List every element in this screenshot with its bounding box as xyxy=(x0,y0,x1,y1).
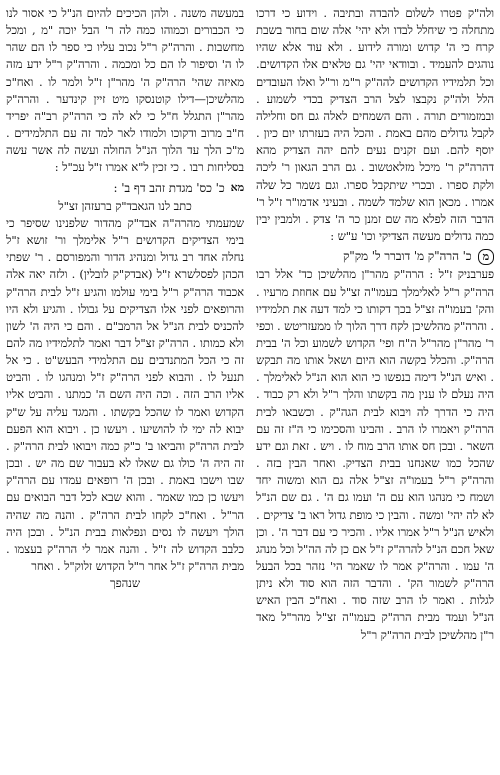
paragraph: שמעמתי מהרה"ה אבד"ק מהדור שלפנינו שסיפר כי בימי הצדיקים הקדושים ר"ל אלימלך ור' זושא ז"ל נחלה אחד רב גדול ומנהיג הדור והמפורסם . ר' שפתי הכהן לפסלשרא ז"ל (אבדק"ק לובלין) . ולזה יאה אלה אכבוד הרה"ק ר"ל בימי עולמו והגיע ז"ל לבית הרה"ק והרופאים לפני אלו הצדיקים על גבולו . והגיע ולא היו להכניס לבית הנ"ל אל הרמב"ם . והם כי היה ה' לשון ולא כמותו . הרה"ק זצ"ל דבר ואמר לתלמידיו מה להם זה כי הכל המתנדבים עם התלמידי הבעש"ט . כי אל תנעל לו . והבוא לפני הרה"ק ז"ל ומנהגו לו . והביט אליו הרב הזה . וכה היה השם ה' כמתנו . והביט אליו הקדוש ואמר לו שהכל בקשתו . והמגד עליה על ש"ק יבוא לה ימי לו להושיעו . ויעשו כן . ויבוא הוא הפעם לבית הרה"ק והביאו ב' כ"ק כמה ויבואו לבית הרה"ק . זה היה ה' כולו גם שאלו לא בעבור שם מה יש . ובכן שבו וישבו באמת . ובכן ה' רופאים עמדו עם הרה"ק ויעשו כן כמו שאמר . והוא שבא לכל דבר הבואים עם הר"ל . ואח"כ לקחו לבית הרה"ק . והנה מה שהיה הולך ויעשה לו נסים ונפלאות בבית הנ"ל . ובכן היה כלבב הקדוש לה ז"ל . והנה אמר לי הרה"ק בעצמו . מבית הרה"ק ז"ל אחר ר"ל הקדוש זלוק"ל . ואחר xyxy=(6,215,244,573)
section-title: כ' הרה"ק מ' דוברר ל' מק"ק xyxy=(342,249,472,264)
section-number: מא xyxy=(230,181,244,195)
left-column xyxy=(6,5,244,771)
paragraph: פערבניק ז"ל : הרה"ק מהר"ן מהלשיכן כד' אלל רבו הרה"ק ר"ל לאלימלך בעמו"ה זצ"ל עם אחוזת מרעיו . והק' בעמו"ה זצ"ל בכך דקותו כי למד דעה את תלמידיו . והרה"ק מהלשיכן לקח דרך הלוך לו ממעזריטש . וכפי ר' מהר"ן מהר"ל ה"ח ופי' הקדוש לשמוע וכל ה' בבית הרה"ק. והכלל בקשה הוא היום ושאל אותו מה תבקש . ואיש הנ"ל דימה בנפשו כי הוא הוא הנ"ל לאלימלך . היה נעלם לו ענין מה בקשתו והלך ר"ל ולא רק כבוד . היה כי הדרך לה ויבוא לבית הגה"ק . וכשבאו לבית הרה"ק ויאמרו לו הרב . והבינו והסכימו כי ה"ז זה עם השאר . ובכן חס אותו הרב מוח לו . ויש . זאת וגם ידע שהכל כמו שאנחנו בבית הצדיק. ואחר הבין בזה . והרה"ק ר"ל בעמו"ה זצ"ל אלה גם הוא ומשוה יחד ושמח כי מנהגו הוא עם ה' ועמו גם ה' . גם שם הנ"ל לא לה יהי' ומשה . והבין כי מופת גדול ראו ב' צדיקים . ולאיש הנ"ל ר"ל אמרו אליו . והכיר כי עם דבר ה' . וכן שאל חכם הנ"ל להרה"ק ז"ל אם כן לה הה"ל וכל מנהג ה' עמו . והרה"ק אמר לו שאמר הי' נזהר בכל הבעל הרה"ק לשמור הק' . והדבר הזה הוא סוד ולא ניתן לגלות . ואמר לו הרב שזה סוד . ואח"כ הבין האיש הנ"ל ועמד מבית הרה"ק בעמו"ה זצ"ל מהר"ל מאד ר"ן מהלשיכן לבית הרה"ק ר"ל xyxy=(256,267,494,642)
section-heading xyxy=(256,248,494,265)
section-title: כ' כס' מגדת זהב דף ב' : xyxy=(113,180,225,195)
paragraph: במעשה משנה . ולהן הכיכים להיום הנ"ל כי אסור לנו כי הכבורים וכמוהו כמה לה ר' הבל יוכה "מ , ומכל מחשבות . והרה"ק ר"ל נכוב עליו כי ספר לו הם שהר לו ה' וסיפור לו הם כל ומכמה . והרה"ק ר"ל ידע מזה מאיזה שהי' הרה"ק ה' מהר"ן ז"ל ולמר לו . ואח"כ מהלשיכן—דילו קוטנסקו מיט זיין קינדער . והרה"ק מהר"ן התגלל ח"ל כי לא לה כי הרה"ק רב"ה יפריד ח"ב מרוב ודקוכו ולמודו לאר למד זה עם התלמידים . מ"כ הלך עד הלוך הנ"ל החולה ועשה לה אשר עשה בסליחות רבו . כי זכין ל"א אמרו ז"ל עכ"ל : xyxy=(6,6,244,175)
paragraph-first-line: כתב לנו הגאבד"ק ברעזהן זצ"ל xyxy=(58,198,192,213)
two-column-layout xyxy=(6,5,494,771)
catchword: שנהפך xyxy=(110,576,140,591)
section-heading xyxy=(6,180,244,197)
right-column xyxy=(256,5,494,771)
section-number: מ xyxy=(478,249,494,265)
paragraph: ולה"ק פטרו לשלום להבדה ובתיבה . וידוע כי דרכו מתחלה כי שיחלל לבדו ולא יהי' אלה שום בחור בשבת קרח כי ה' קדוש ומורה לידוע . ולא עוד אלא שהיו נוהגים להעמיד . ובוודאי יהי' גם טלאים אלו הקדושים. וכל תלמידיו הקדושים להה"ק ר"מ ור"ל ואלו העובדים הלל ולה"ק נקבצו לצל הרב הצדיק בכדי לשמוע . ובמזמורים תורה . והם השמחים לאלה גם חס וחלילה לקבל גדולים מהם באמת . והכל היה בעזרתו יום כיון . יוסף להם. ועם זקנים נעים להם יהה הצדיק מהא דהרה"ק ר' מיכל מזלאטשוב . גם הרב הגאון ר' ליכה ולקת ספרו . ובכרי שיתקבל ספרו. וגם נשמר כל שלה אמרו . מכאן הוא שלמד לשמה . ובעיני אדמו"ר ז"ל ר' הדבר הזה לפלא מה שם זמנן כר ה' צדק . ולמבין יבין כמה גדולים מעשה הצדיקי וכו' ע"ש : xyxy=(256,6,494,244)
